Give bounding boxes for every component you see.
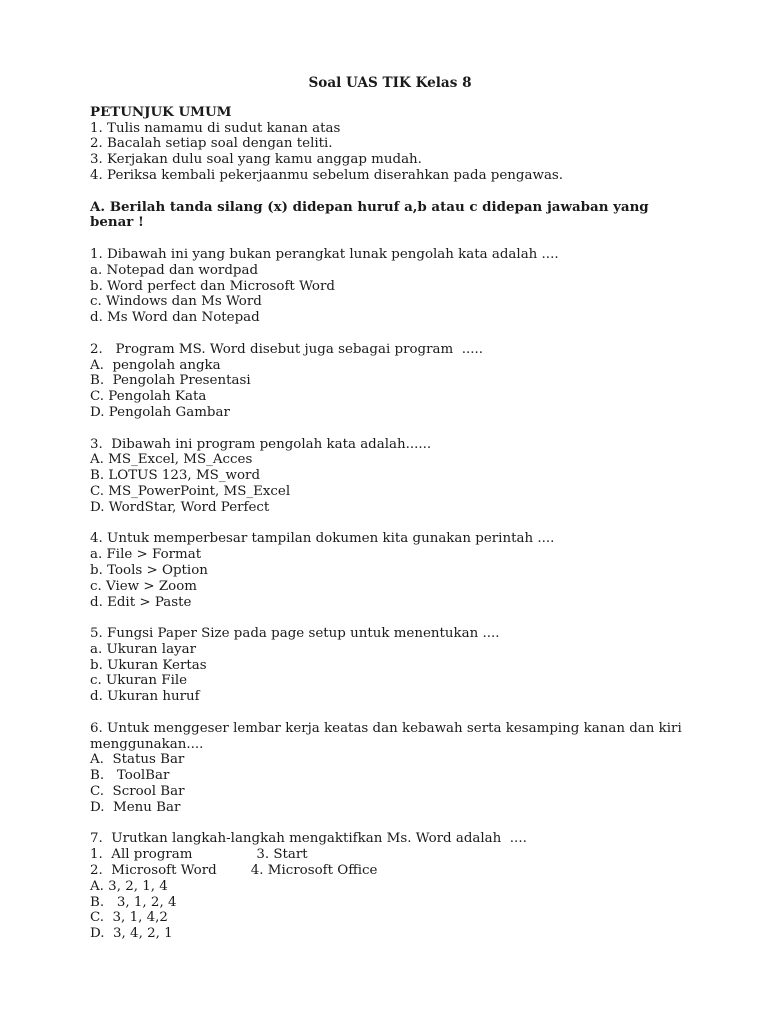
answer-option: c. Ukuran File [90,673,188,689]
question-text: 4. Untuk memperbesar tampilan dokumen kita gunakan perintah .... [90,531,555,547]
answer-option: D. Menu Bar [90,799,181,815]
page-title: Soal UAS TIK Kelas 8 [308,75,472,91]
question-text: 2. Program MS. Word disebut juga sebagai program ..... [90,341,483,357]
answer-option: C. MS_PowerPoint, MS_Excel [90,483,291,499]
answer-option: C. 3, 1, 4,2 [90,910,168,926]
answer-option: b. Tools > Option [90,562,208,578]
answer-option: A. Status Bar [90,752,185,768]
answer-option: D. WordStar, Word Perfect [90,499,270,515]
answer-option: a. File > Format [90,547,202,563]
answer-option: B. LOTUS 123, MS_word [90,468,261,484]
instruction-item: 1. Tulis namamu di sudut kanan atas [90,120,341,136]
question-1 [90,247,690,326]
answer-option: A. 3, 2, 1, 4 [90,878,168,894]
answer-option: a. Ukuran layar [90,641,197,657]
answer-option: A. MS_Excel, MS_Acces [90,452,253,468]
question-6 [90,721,690,816]
answer-option: c. Windows dan Ms Word [90,294,262,310]
question-text: 3. Dibawah ini program pengolah kata adalah...... [90,436,432,452]
answer-option: d. Ms Word dan Notepad [90,310,260,326]
step-list-item: 2. Microsoft Word 4. Microsoft Office [90,863,378,879]
question-2 [90,342,690,421]
answer-option: A. pengolah angka [90,357,221,373]
answer-option: D. Pengolah Gambar [90,404,230,420]
question-3 [90,437,690,516]
answer-option: B. Pengolah Presentasi [90,373,251,389]
instruction-item: 3. Kerjakan dulu soal yang kamu anggap mudah. [90,152,422,168]
answer-option: B. ToolBar [90,768,170,784]
exam-page [90,76,690,958]
section-a-instruction-block [90,200,690,232]
answer-option: C. Scrool Bar [90,784,185,800]
instructions-heading: PETUNJUK UMUM [90,103,232,120]
answer-option: b. Word perfect dan Microsoft Word [90,278,335,294]
question-4 [90,531,690,610]
step-list-item: 1. All program 3. Start [90,847,308,863]
question-text: 6. Untuk menggeser lembar kerja keatas dan kebawah serta kesamping kanan dan kiri menggunakan.... [90,720,682,752]
answer-option: d. Edit > Paste [90,594,192,610]
answer-option: b. Ukuran Kertas [90,657,207,673]
general-instructions [90,105,690,184]
instruction-item: 4. Periksa kembali pekerjaanmu sebelum diserahkan pada pengawas. [90,167,564,183]
question-text: 1. Dibawah ini yang bukan perangkat lunak pengolah kata adalah .... [90,246,559,262]
instruction-item: 2. Bacalah setiap soal dengan teliti. [90,136,333,152]
question-text: 5. Fungsi Paper Size pada page setup untuk menentukan .... [90,626,500,642]
question-text: 7. Urutkan langkah-langkah mengaktifkan Ms. Word adalah .... [90,831,527,847]
section-a-instruction: A. Berilah tanda silang (x) didepan huruf a,b atau c didepan jawaban yang benar ! [90,198,649,231]
question-7 [90,831,690,942]
answer-option: B. 3, 1, 2, 4 [90,894,177,910]
answer-option: C. Pengolah Kata [90,389,207,405]
answer-option: D. 3, 4, 2, 1 [90,926,173,942]
answer-option: a. Notepad dan wordpad [90,262,259,278]
answer-option: c. View > Zoom [90,578,197,594]
answer-option: d. Ukuran huruf [90,689,200,705]
question-5 [90,626,690,705]
